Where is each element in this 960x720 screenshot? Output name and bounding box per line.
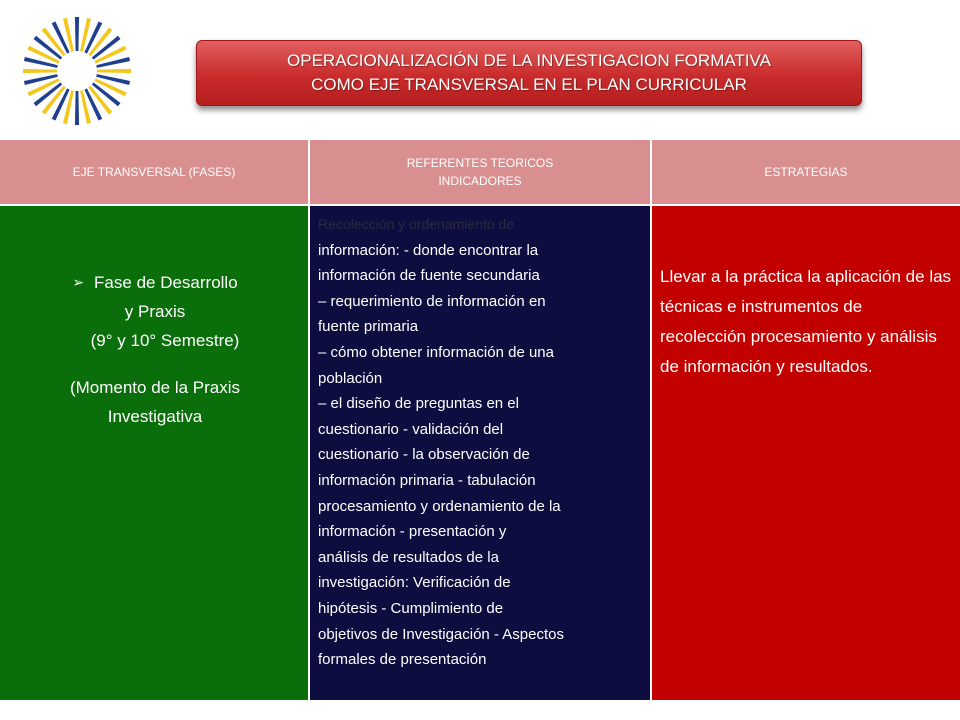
reference-line: cuestionario - validación del <box>318 420 504 438</box>
table-header <box>0 140 960 204</box>
reference-line: hipótesis - Cumplimiento de <box>318 599 504 617</box>
phase-text <box>20 268 290 431</box>
logo-ray <box>23 69 57 73</box>
phase-line-5: Investigativa <box>107 407 203 426</box>
arrow-bullet-icon: ➢ <box>72 274 85 290</box>
reference-line: cuestionario - la observación de <box>318 446 530 464</box>
header-referentes: REFERENTES TEORICOS INDICADORES <box>310 140 650 204</box>
reference-line: investigación: Verificación de <box>318 574 511 592</box>
reference-line: información - presentación y <box>318 523 507 541</box>
references-cell <box>310 206 650 700</box>
reference-line: formales de presentación <box>318 651 487 669</box>
phase-cell <box>0 206 308 700</box>
strategy-text: Llevar a la práctica la aplicación de las técnicas e instrumentos de recolección procesamiento y análisis de información y resultados. <box>660 267 952 376</box>
reference-line: – el diseño de preguntas en el <box>318 395 519 413</box>
reference-line: información de fuente secundaria <box>318 267 540 285</box>
title-line-2: COMO EJE TRANSVERSAL EN EL PLAN CURRICULAR <box>311 75 747 94</box>
reference-line: – requerimiento de información en <box>318 292 546 310</box>
reference-line: información: - donde encontrar la <box>318 241 539 259</box>
reference-line: objetivos de Investigación - Aspectos <box>318 625 564 643</box>
header-eje-transversal: EJE TRANSVERSAL (FASES) <box>0 140 308 204</box>
reference-line: – cómo obtener información de una <box>318 343 554 361</box>
phase-line-3: (9° y 10° Semestre) <box>90 331 240 350</box>
sunburst-logo <box>20 14 134 128</box>
phase-line-1: Fase de Desarrollo <box>94 273 238 292</box>
references-text <box>318 212 644 682</box>
reference-line: fuente primaria <box>318 318 419 336</box>
logo-ray <box>75 17 79 51</box>
logo-ray <box>75 91 79 125</box>
title-line-1: OPERACIONALIZACIÓN DE LA INVESTIGACION FORMATIVA <box>287 51 771 70</box>
reference-line: procesamiento y ordenamiento de la <box>318 497 561 515</box>
reference-line: información primaria - tabulación <box>318 471 536 489</box>
reference-line: población <box>318 369 383 387</box>
references-faded-line: Recolección y ordenamiento de <box>318 216 515 232</box>
strategy-cell <box>652 206 960 700</box>
logo-ray <box>97 69 131 73</box>
page-title <box>196 40 862 106</box>
reference-line: análisis de resultados de la <box>318 548 499 566</box>
phase-line-4: (Momento de la Praxis <box>69 378 241 397</box>
header-estrategias: ESTRATEGIAS <box>652 140 960 204</box>
logo-center <box>57 51 97 91</box>
phase-line-2: y Praxis <box>124 302 186 321</box>
